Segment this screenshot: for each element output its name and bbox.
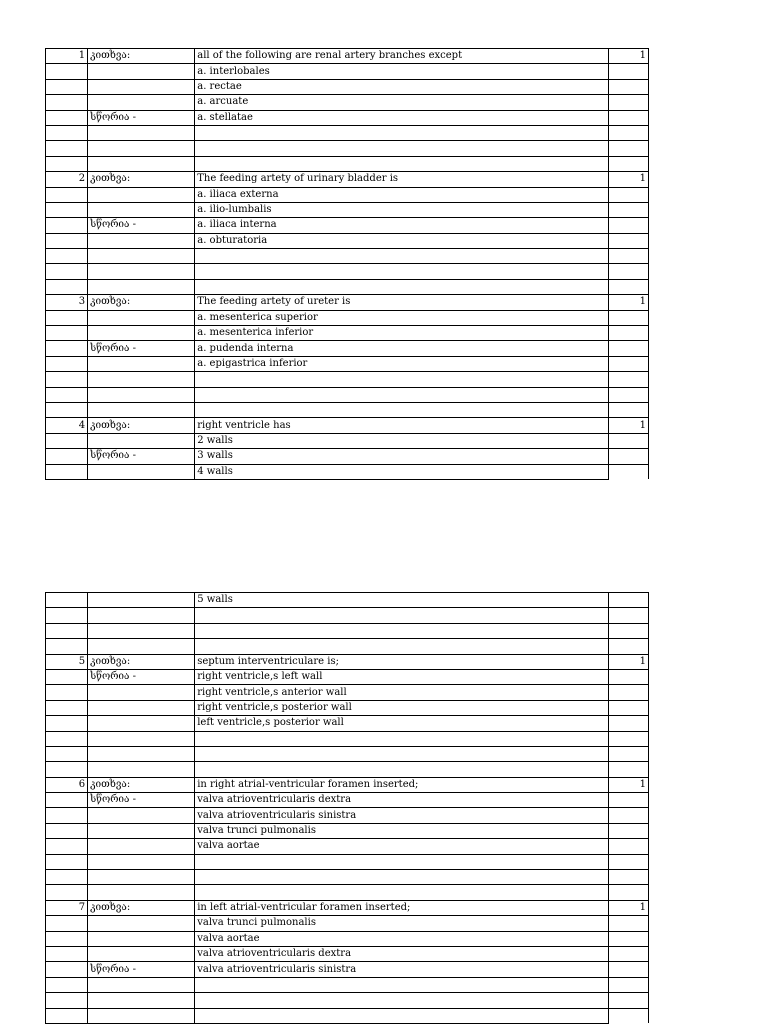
question-number xyxy=(46,187,88,202)
question-number xyxy=(46,341,88,356)
answer-label: სწორია - xyxy=(88,669,195,684)
table-row xyxy=(46,356,649,371)
question-number xyxy=(46,993,88,1008)
table-row xyxy=(46,946,649,961)
label-cell xyxy=(88,823,195,838)
option-text: valva atrioventricularis dextra xyxy=(195,793,609,808)
option-text: a. mesenterica superior xyxy=(195,310,609,325)
points-cell xyxy=(608,885,648,900)
question-row xyxy=(46,49,649,64)
label-cell xyxy=(88,639,195,654)
label-cell xyxy=(88,433,195,448)
question-number xyxy=(46,1008,88,1023)
option-text: right ventricle,s anterior wall xyxy=(195,685,609,700)
option-text: valva trunci pulmonalis xyxy=(195,823,609,838)
option-text xyxy=(195,885,609,900)
points-cell xyxy=(608,433,648,448)
question-text: all of the following are renal artery branches except xyxy=(195,49,609,64)
question-number xyxy=(46,141,88,156)
points-cell xyxy=(608,449,648,464)
answer-label: სწორია - xyxy=(88,218,195,233)
quiz-grid xyxy=(45,48,649,480)
question-number xyxy=(46,731,88,746)
question-number xyxy=(46,464,88,479)
label-cell xyxy=(88,916,195,931)
points-cell xyxy=(608,977,648,992)
table-row xyxy=(46,839,649,854)
option-text: 4 walls xyxy=(195,464,609,479)
question-number xyxy=(46,746,88,761)
option-text: valva aortae xyxy=(195,839,609,854)
label-cell xyxy=(88,593,195,608)
label-cell xyxy=(88,854,195,869)
points-cell xyxy=(608,669,648,684)
table-row xyxy=(46,854,649,869)
option-text xyxy=(195,977,609,992)
question-number xyxy=(46,310,88,325)
points-cell xyxy=(608,839,648,854)
table-row xyxy=(46,593,649,608)
option-text: a. interlobales xyxy=(195,64,609,79)
label-cell xyxy=(88,64,195,79)
points-cell xyxy=(608,916,648,931)
points-cell xyxy=(608,202,648,217)
label-cell xyxy=(88,731,195,746)
points-cell xyxy=(608,731,648,746)
question-number xyxy=(46,639,88,654)
option-text: a. epigastrica inferior xyxy=(195,356,609,371)
table-row xyxy=(46,793,649,808)
question-number xyxy=(46,854,88,869)
question-row xyxy=(46,295,649,310)
table-row xyxy=(46,110,649,125)
table-row xyxy=(46,669,649,684)
label-cell xyxy=(88,79,195,94)
points-cell: 1 xyxy=(608,900,648,915)
label-cell xyxy=(88,623,195,638)
table-row xyxy=(46,623,649,638)
points-cell: 1 xyxy=(608,654,648,669)
label-cell xyxy=(88,310,195,325)
question-number: 2 xyxy=(46,172,88,187)
option-text xyxy=(195,623,609,638)
points-cell xyxy=(608,326,648,341)
label-cell xyxy=(88,356,195,371)
option-text xyxy=(195,731,609,746)
label-cell xyxy=(88,464,195,479)
points-cell: 1 xyxy=(608,295,648,310)
points-cell xyxy=(608,356,648,371)
quiz-grid xyxy=(45,592,649,1024)
quiz-table-page-1 xyxy=(45,48,649,480)
table-row xyxy=(46,218,649,233)
question-number xyxy=(46,79,88,94)
option-text: 5 walls xyxy=(195,593,609,608)
table-row xyxy=(46,746,649,761)
table-row xyxy=(46,279,649,294)
option-text xyxy=(195,249,609,264)
label-cell xyxy=(88,839,195,854)
option-text: right ventricle,s posterior wall xyxy=(195,700,609,715)
question-text: The feeding artety of ureter is xyxy=(195,295,609,310)
label-cell xyxy=(88,762,195,777)
points-cell xyxy=(608,279,648,294)
label-cell xyxy=(88,372,195,387)
label-cell xyxy=(88,326,195,341)
table-row xyxy=(46,823,649,838)
question-number xyxy=(46,249,88,264)
question-number xyxy=(46,326,88,341)
question-number xyxy=(46,95,88,110)
label-cell xyxy=(88,946,195,961)
option-text: 2 walls xyxy=(195,433,609,448)
option-text xyxy=(195,870,609,885)
table-row xyxy=(46,716,649,731)
option-text xyxy=(195,264,609,279)
option-text xyxy=(195,639,609,654)
table-row xyxy=(46,931,649,946)
option-text xyxy=(195,608,609,623)
table-row xyxy=(46,639,649,654)
points-cell xyxy=(608,372,648,387)
question-number xyxy=(46,279,88,294)
points-cell: 1 xyxy=(608,49,648,64)
question-number xyxy=(46,372,88,387)
points-cell xyxy=(608,249,648,264)
question-row xyxy=(46,900,649,915)
table-row xyxy=(46,449,649,464)
question-number xyxy=(46,593,88,608)
table-row xyxy=(46,64,649,79)
points-cell xyxy=(608,946,648,961)
points-cell xyxy=(608,95,648,110)
table-row xyxy=(46,387,649,402)
quiz-table-page-2 xyxy=(45,592,649,1024)
option-text: a. ilio-lumbalis xyxy=(195,202,609,217)
question-label: კითხვა: xyxy=(88,900,195,915)
question-text: in left atrial-ventricular foramen inserted; xyxy=(195,900,609,915)
points-cell: 1 xyxy=(608,418,648,433)
question-label: კითხვა: xyxy=(88,418,195,433)
question-number xyxy=(46,762,88,777)
question-number xyxy=(46,793,88,808)
question-number xyxy=(46,218,88,233)
option-text xyxy=(195,156,609,171)
question-number xyxy=(46,839,88,854)
question-number xyxy=(46,64,88,79)
label-cell xyxy=(88,716,195,731)
question-row xyxy=(46,777,649,792)
option-text: a. mesenterica inferior xyxy=(195,326,609,341)
question-number xyxy=(46,449,88,464)
table-row xyxy=(46,700,649,715)
question-number xyxy=(46,202,88,217)
option-text: a. rectae xyxy=(195,79,609,94)
points-cell xyxy=(608,233,648,248)
question-text: septum interventriculare is; xyxy=(195,654,609,669)
label-cell xyxy=(88,885,195,900)
label-cell xyxy=(88,279,195,294)
table-row xyxy=(46,962,649,977)
option-text: a. iliaca interna xyxy=(195,218,609,233)
points-cell xyxy=(608,125,648,140)
points-cell xyxy=(608,623,648,638)
label-cell xyxy=(88,931,195,946)
question-number xyxy=(46,156,88,171)
table-row xyxy=(46,156,649,171)
points-cell xyxy=(608,464,648,479)
points-cell xyxy=(608,264,648,279)
table-row xyxy=(46,1008,649,1023)
question-number xyxy=(46,623,88,638)
question-label: კითხვა: xyxy=(88,654,195,669)
question-row xyxy=(46,172,649,187)
question-number: 7 xyxy=(46,900,88,915)
option-text: a. iliaca externa xyxy=(195,187,609,202)
points-cell xyxy=(608,387,648,402)
question-number: 3 xyxy=(46,295,88,310)
option-text xyxy=(195,141,609,156)
table-row xyxy=(46,125,649,140)
points-cell xyxy=(608,685,648,700)
question-text: right ventricle has xyxy=(195,418,609,433)
question-number xyxy=(46,977,88,992)
answer-label: სწორია - xyxy=(88,793,195,808)
points-cell xyxy=(608,716,648,731)
points-cell xyxy=(608,608,648,623)
option-text xyxy=(195,746,609,761)
option-text xyxy=(195,762,609,777)
table-row xyxy=(46,977,649,992)
question-number xyxy=(46,885,88,900)
table-row xyxy=(46,264,649,279)
question-number xyxy=(46,387,88,402)
label-cell xyxy=(88,387,195,402)
option-text xyxy=(195,125,609,140)
option-text: valva aortae xyxy=(195,931,609,946)
table-row xyxy=(46,79,649,94)
option-text: a. stellatae xyxy=(195,110,609,125)
question-number xyxy=(46,433,88,448)
label-cell xyxy=(88,808,195,823)
label-cell xyxy=(88,977,195,992)
points-cell xyxy=(608,187,648,202)
label-cell xyxy=(88,700,195,715)
option-text xyxy=(195,387,609,402)
question-label: კითხვა: xyxy=(88,172,195,187)
question-number xyxy=(46,931,88,946)
points-cell xyxy=(608,962,648,977)
table-row xyxy=(46,187,649,202)
question-number xyxy=(46,808,88,823)
label-cell xyxy=(88,202,195,217)
points-cell xyxy=(608,931,648,946)
question-number: 4 xyxy=(46,418,88,433)
option-text: a. arcuate xyxy=(195,95,609,110)
label-cell xyxy=(88,1008,195,1023)
question-label: კითხვა: xyxy=(88,295,195,310)
option-text: right ventricle,s left wall xyxy=(195,669,609,684)
label-cell xyxy=(88,264,195,279)
label-cell xyxy=(88,249,195,264)
table-row xyxy=(46,464,649,479)
label-cell xyxy=(88,156,195,171)
question-number xyxy=(46,870,88,885)
question-number xyxy=(46,700,88,715)
label-cell xyxy=(88,870,195,885)
question-number xyxy=(46,823,88,838)
table-row xyxy=(46,341,649,356)
question-number: 6 xyxy=(46,777,88,792)
question-number xyxy=(46,264,88,279)
points-cell xyxy=(608,762,648,777)
points-cell xyxy=(608,218,648,233)
table-row xyxy=(46,885,649,900)
option-text: a. pudenda interna xyxy=(195,341,609,356)
question-label: კითხვა: xyxy=(88,49,195,64)
table-row xyxy=(46,95,649,110)
points-cell xyxy=(608,1008,648,1023)
table-row xyxy=(46,202,649,217)
points-cell xyxy=(608,639,648,654)
table-row xyxy=(46,233,649,248)
label-cell xyxy=(88,402,195,417)
question-number xyxy=(46,916,88,931)
table-row xyxy=(46,433,649,448)
points-cell xyxy=(608,823,648,838)
question-number xyxy=(46,125,88,140)
points-cell xyxy=(608,793,648,808)
answer-label: სწორია - xyxy=(88,341,195,356)
points-cell xyxy=(608,341,648,356)
question-number xyxy=(46,608,88,623)
points-cell xyxy=(608,310,648,325)
points-cell xyxy=(608,593,648,608)
question-text: in right atrial-ventricular foramen inserted; xyxy=(195,777,609,792)
question-number xyxy=(46,402,88,417)
option-text: valva trunci pulmonalis xyxy=(195,916,609,931)
question-row xyxy=(46,654,649,669)
points-cell xyxy=(608,870,648,885)
label-cell xyxy=(88,187,195,202)
points-cell: 1 xyxy=(608,172,648,187)
question-number xyxy=(46,669,88,684)
answer-label: სწორია - xyxy=(88,449,195,464)
label-cell xyxy=(88,233,195,248)
question-number xyxy=(46,356,88,371)
table-row xyxy=(46,993,649,1008)
table-row xyxy=(46,762,649,777)
points-cell xyxy=(608,156,648,171)
question-number xyxy=(46,110,88,125)
table-row xyxy=(46,808,649,823)
option-text: valva atrioventricularis sinistra xyxy=(195,962,609,977)
question-row xyxy=(46,418,649,433)
label-cell xyxy=(88,125,195,140)
option-text: valva atrioventricularis sinistra xyxy=(195,808,609,823)
answer-label: სწორია - xyxy=(88,110,195,125)
option-text: left ventricle,s posterior wall xyxy=(195,716,609,731)
option-text xyxy=(195,402,609,417)
table-row xyxy=(46,310,649,325)
table-row xyxy=(46,372,649,387)
option-text xyxy=(195,993,609,1008)
question-number xyxy=(46,716,88,731)
table-row xyxy=(46,870,649,885)
option-text xyxy=(195,279,609,294)
label-cell xyxy=(88,608,195,623)
option-text: 3 walls xyxy=(195,449,609,464)
points-cell xyxy=(608,141,648,156)
question-number xyxy=(46,233,88,248)
option-text xyxy=(195,372,609,387)
label-cell xyxy=(88,95,195,110)
question-text: The feeding artety of urinary bladder is xyxy=(195,172,609,187)
question-label: კითხვა: xyxy=(88,777,195,792)
table-row xyxy=(46,608,649,623)
option-text xyxy=(195,854,609,869)
points-cell xyxy=(608,700,648,715)
points-cell xyxy=(608,402,648,417)
points-cell xyxy=(608,79,648,94)
table-row xyxy=(46,916,649,931)
table-row xyxy=(46,731,649,746)
option-text: a. obturatoria xyxy=(195,233,609,248)
table-row xyxy=(46,249,649,264)
points-cell xyxy=(608,746,648,761)
table-row xyxy=(46,141,649,156)
label-cell xyxy=(88,685,195,700)
question-number xyxy=(46,685,88,700)
points-cell xyxy=(608,64,648,79)
answer-label: სწორია - xyxy=(88,962,195,977)
question-number xyxy=(46,962,88,977)
label-cell xyxy=(88,746,195,761)
points-cell xyxy=(608,854,648,869)
points-cell: 1 xyxy=(608,777,648,792)
points-cell xyxy=(608,808,648,823)
label-cell xyxy=(88,993,195,1008)
table-row xyxy=(46,685,649,700)
table-row xyxy=(46,326,649,341)
question-number xyxy=(46,946,88,961)
option-text xyxy=(195,1008,609,1023)
table-row xyxy=(46,402,649,417)
points-cell xyxy=(608,993,648,1008)
option-text: valva atrioventricularis dextra xyxy=(195,946,609,961)
label-cell xyxy=(88,141,195,156)
points-cell xyxy=(608,110,648,125)
question-number: 1 xyxy=(46,49,88,64)
question-number: 5 xyxy=(46,654,88,669)
